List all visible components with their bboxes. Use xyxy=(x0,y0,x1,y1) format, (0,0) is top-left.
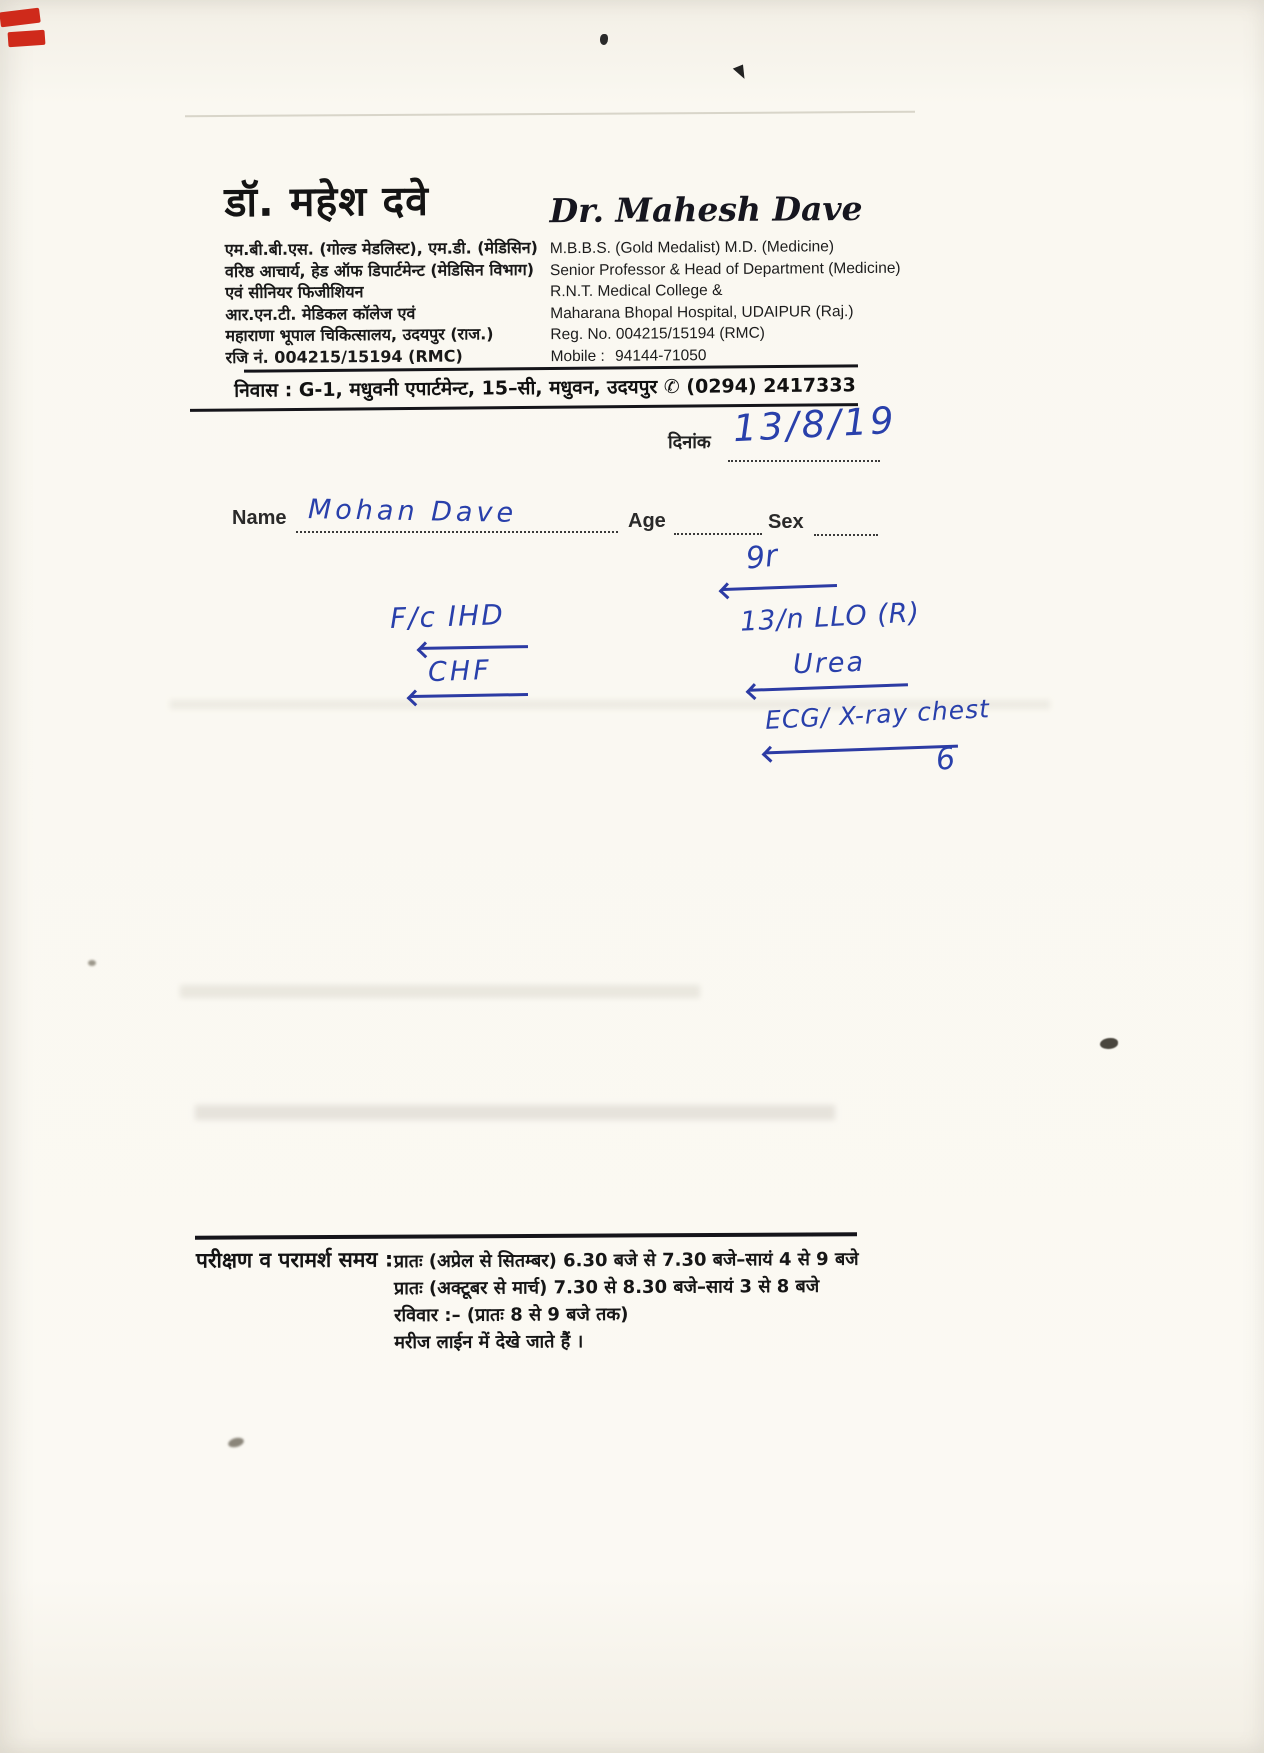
scan-artifact-edge-line xyxy=(185,111,915,117)
doctor-name-english: Dr. Mahesh Dave xyxy=(549,189,863,231)
scan-artifact-red-mark xyxy=(8,30,46,48)
scan-artifact-speck xyxy=(88,960,96,966)
english-credential-line: M.B.B.S. (Gold Medalist) M.D. (Medicine) xyxy=(549,238,835,258)
handwritten-underline-arrow xyxy=(750,683,908,692)
english-credential-line: Reg. No. 004215/15194 (RMC) xyxy=(550,324,765,344)
hindi-credential-line: रजि नं. 004215/15194 (RMC) xyxy=(225,345,463,367)
handwritten-diagnosis-line: F/c IHD xyxy=(389,598,506,635)
age-label: Age xyxy=(628,510,666,532)
hindi-credential-line: एम.बी.बी.एस. (गोल्ड मेडलिस्ट), एम.डी. (मेडिसिन) xyxy=(224,237,538,260)
handwritten-underline-arrow xyxy=(723,584,837,591)
consultation-hours-block xyxy=(394,1246,859,1356)
sex-dotted-line xyxy=(814,534,878,536)
scan-artifact-cursor-speck xyxy=(733,64,748,81)
name-label: Name xyxy=(232,507,287,529)
handwritten-underline-arrow xyxy=(421,645,528,650)
date-dotted-line xyxy=(728,460,880,462)
handwritten-date: 13/8/19 xyxy=(731,398,898,451)
date-label: दिनांक xyxy=(668,432,711,453)
handwritten-order-line: 13/n LLO (R) xyxy=(739,597,921,638)
handwritten-order-line: Urea xyxy=(792,646,866,681)
footer-rule xyxy=(195,1232,857,1239)
consultation-hours-line: प्रातः (अप्रेल से सितम्बर) 6.30 बजे से 7.30 बजे–सायं 4 से 9 बजे xyxy=(393,1248,859,1273)
handwritten-underline-arrow xyxy=(766,745,958,755)
handwritten-diagnosis-line: CHF xyxy=(427,654,493,689)
consultation-hours-label: परीक्षण व परामर्श समय : xyxy=(195,1247,394,1273)
handwritten-patient-name: Mohan Dave xyxy=(307,494,518,529)
residence-line: निवास : G-1, मधुवनी एपार्टमेन्ट, 15–सी, मधुवन, उदयपुर ✆ (0294) 2417333 xyxy=(234,374,856,402)
scan-artifact-red-mark xyxy=(0,8,41,28)
handwritten-order-line: 6 xyxy=(933,740,958,779)
doctor-name-hindi: डॉ. महेश दवे xyxy=(224,176,430,227)
handwritten-age-note: 9r xyxy=(744,538,780,577)
letterhead-hindi-block xyxy=(224,171,555,368)
age-dotted-line xyxy=(674,533,762,535)
handwritten-order-line: ECG/ X-ray chest xyxy=(764,694,991,735)
scan-artifact-speck xyxy=(1100,1038,1118,1049)
mobile-label: Mobile : xyxy=(550,347,605,365)
english-credential-line: Senior Professor & Head of Department (Medicine) xyxy=(549,259,901,279)
name-dotted-line xyxy=(296,531,618,533)
consultation-hours-line: मरीज लाईन में देखे जाते हैं । xyxy=(394,1331,584,1354)
hindi-credential-line: एवं सीनियर फिजीशियन xyxy=(225,282,364,303)
sex-label: Sex xyxy=(768,511,804,533)
english-credential-line: R.N.T. Medical College & xyxy=(550,281,723,301)
consultation-hours-line: प्रातः (अक्टूबर से मार्च) 7.30 से 8.30 बजे–सायं 3 से 8 बजे xyxy=(393,1275,820,1300)
english-credential-line: Maharana Bhopal Hospital, UDAIPUR (Raj.) xyxy=(550,302,854,322)
hindi-credential-line: वरिष्ठ आचार्य, हेड ऑफ डिपार्टमेन्ट (मेडिसिन विभाग) xyxy=(224,259,535,281)
letterhead-english-block xyxy=(549,189,901,367)
scan-artifact-speck xyxy=(600,34,608,45)
hindi-credential-line: आर.एन.टी. मेडिकल कॉलेज एवं xyxy=(225,303,416,324)
scan-artifact-speck xyxy=(227,1436,245,1449)
mobile-number: 94144-71050 xyxy=(615,346,707,365)
scan-artifact-smudge xyxy=(195,1105,835,1120)
scan-artifact-smudge xyxy=(180,985,700,998)
handwritten-underline-arrow xyxy=(411,693,528,698)
consultation-hours-line: रविवार :– (प्रातः 8 से 9 बजे तक) xyxy=(394,1303,629,1327)
hindi-credential-line: महाराणा भूपाल चिकित्सालय, उदयपुर (राज.) xyxy=(225,324,494,346)
